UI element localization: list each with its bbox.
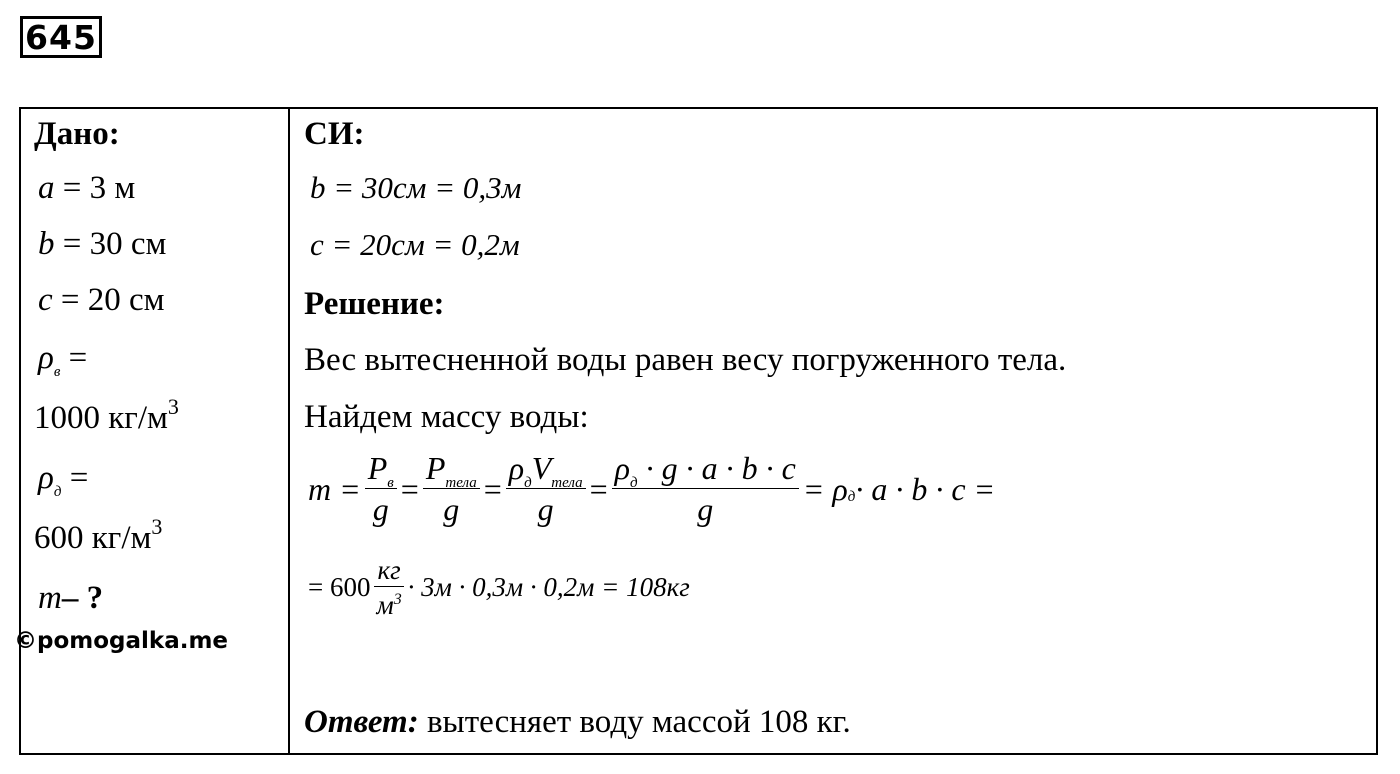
given-heading: Дано:: [34, 116, 120, 152]
given-b: b = 30 см: [38, 226, 167, 262]
given-find: m– ?: [38, 580, 104, 616]
given-rho-water-value: 1000 $кг/м^3$: [34, 394, 179, 436]
fraction-pw-g: $\frac{P_в}{g}$: [365, 452, 397, 526]
fraction-rho-gabc-g: $\frac{\rho_д \cdot g \cdot a \cdot b \cdot c}{g}$: [612, 452, 799, 526]
si-line-b: b = 30см = 0,3м: [310, 170, 522, 205]
solution-text-2: Найдем массу воды:: [304, 399, 589, 435]
given-rho-body-value: 600 $кг/м^3$: [34, 514, 163, 556]
fraction-kg-m3: $\frac{кг}{м^3}$: [376, 555, 402, 621]
given-rho-body: $\rho_д$ =: [38, 460, 89, 500]
solution-text-1: Вес вытесненной воды равен весу погруженного тела.: [304, 342, 1067, 378]
si-heading: СИ:: [304, 116, 365, 152]
solution-table: [19, 107, 1378, 755]
watermark: ©pomogalka.me: [14, 628, 229, 654]
given-a: a = 3 м: [38, 170, 136, 206]
solution-heading: Решение:: [304, 286, 445, 322]
column-divider: [288, 107, 290, 755]
fraction-rho-v-g: $\frac{\rho_дV_{тела}}{g}$: [506, 452, 586, 526]
given-rho-water: $\rho_в$ =: [38, 340, 88, 380]
given-c: c = 20 см: [38, 282, 165, 318]
formula-mass: m = $\frac{P_в}{g}$ = $\frac{P_{тела}}{g}$ = $\frac{\rho_дV_{тела}}{g}$ = $\frac{\rho_д \cdot g \cdot a \cdot b \cdot c}{g}$ = ρ д · a · b · c =: [308, 450, 996, 527]
fraction-pbody-g: $\frac{P_{тела}}{g}$: [423, 452, 480, 526]
si-line-c: c = 20см = 0,2м: [310, 227, 520, 262]
answer: Ответ: вытесняет воду массой 108 кг.: [304, 704, 851, 740]
problem-number: 645: [20, 16, 102, 58]
formula-result: = 600 $\frac{кг}{м^3}$ · 3м · 0,3м · 0,2м = 108кг: [308, 555, 690, 621]
